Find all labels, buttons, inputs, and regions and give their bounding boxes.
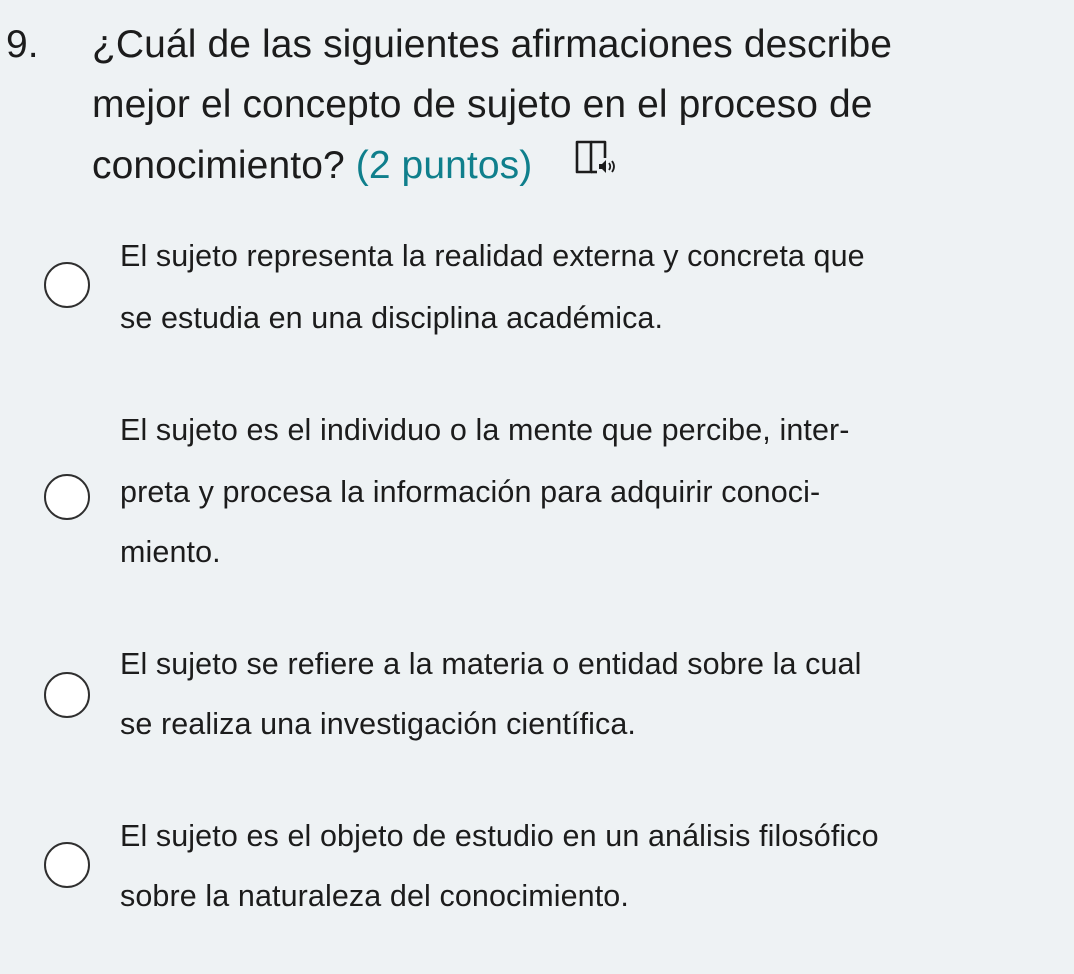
immersive-reader-icon[interactable]	[573, 138, 619, 189]
question-points: (2 puntos)	[355, 143, 533, 187]
option-text-line: El sujeto es el individuo o la mente que percibe, inter-	[120, 413, 850, 447]
option-text-line: sobre la naturaleza del conocimiento.	[120, 879, 629, 913]
question-text-line: mejor el concepto de sujeto en el proceso de	[92, 83, 873, 126]
option-text-line: miento.	[120, 535, 221, 569]
radio-button[interactable]	[44, 672, 90, 718]
question-text-last-line	[92, 142, 619, 193]
radio-button[interactable]	[44, 262, 90, 308]
question-text-line: conocimiento?	[92, 143, 345, 187]
option-text-line: preta y procesa la información para adquirir conoci-	[120, 475, 821, 509]
question-text-line: ¿Cuál de las siguientes afirmaciones describe	[92, 23, 893, 66]
option-text-line: se estudia en una disciplina académica.	[120, 301, 664, 335]
question-number: 9.	[6, 23, 39, 66]
option-text-line: El sujeto representa la realidad externa y concreta que	[120, 239, 865, 273]
radio-button[interactable]	[44, 474, 90, 520]
radio-button[interactable]	[44, 842, 90, 888]
option-text-line: se realiza una investigación científica.	[120, 707, 637, 741]
option-text-line: El sujeto es el objeto de estudio en un análisis filosófico	[120, 819, 879, 853]
option-text-line: El sujeto se refiere a la materia o entidad sobre la cual	[120, 647, 862, 681]
